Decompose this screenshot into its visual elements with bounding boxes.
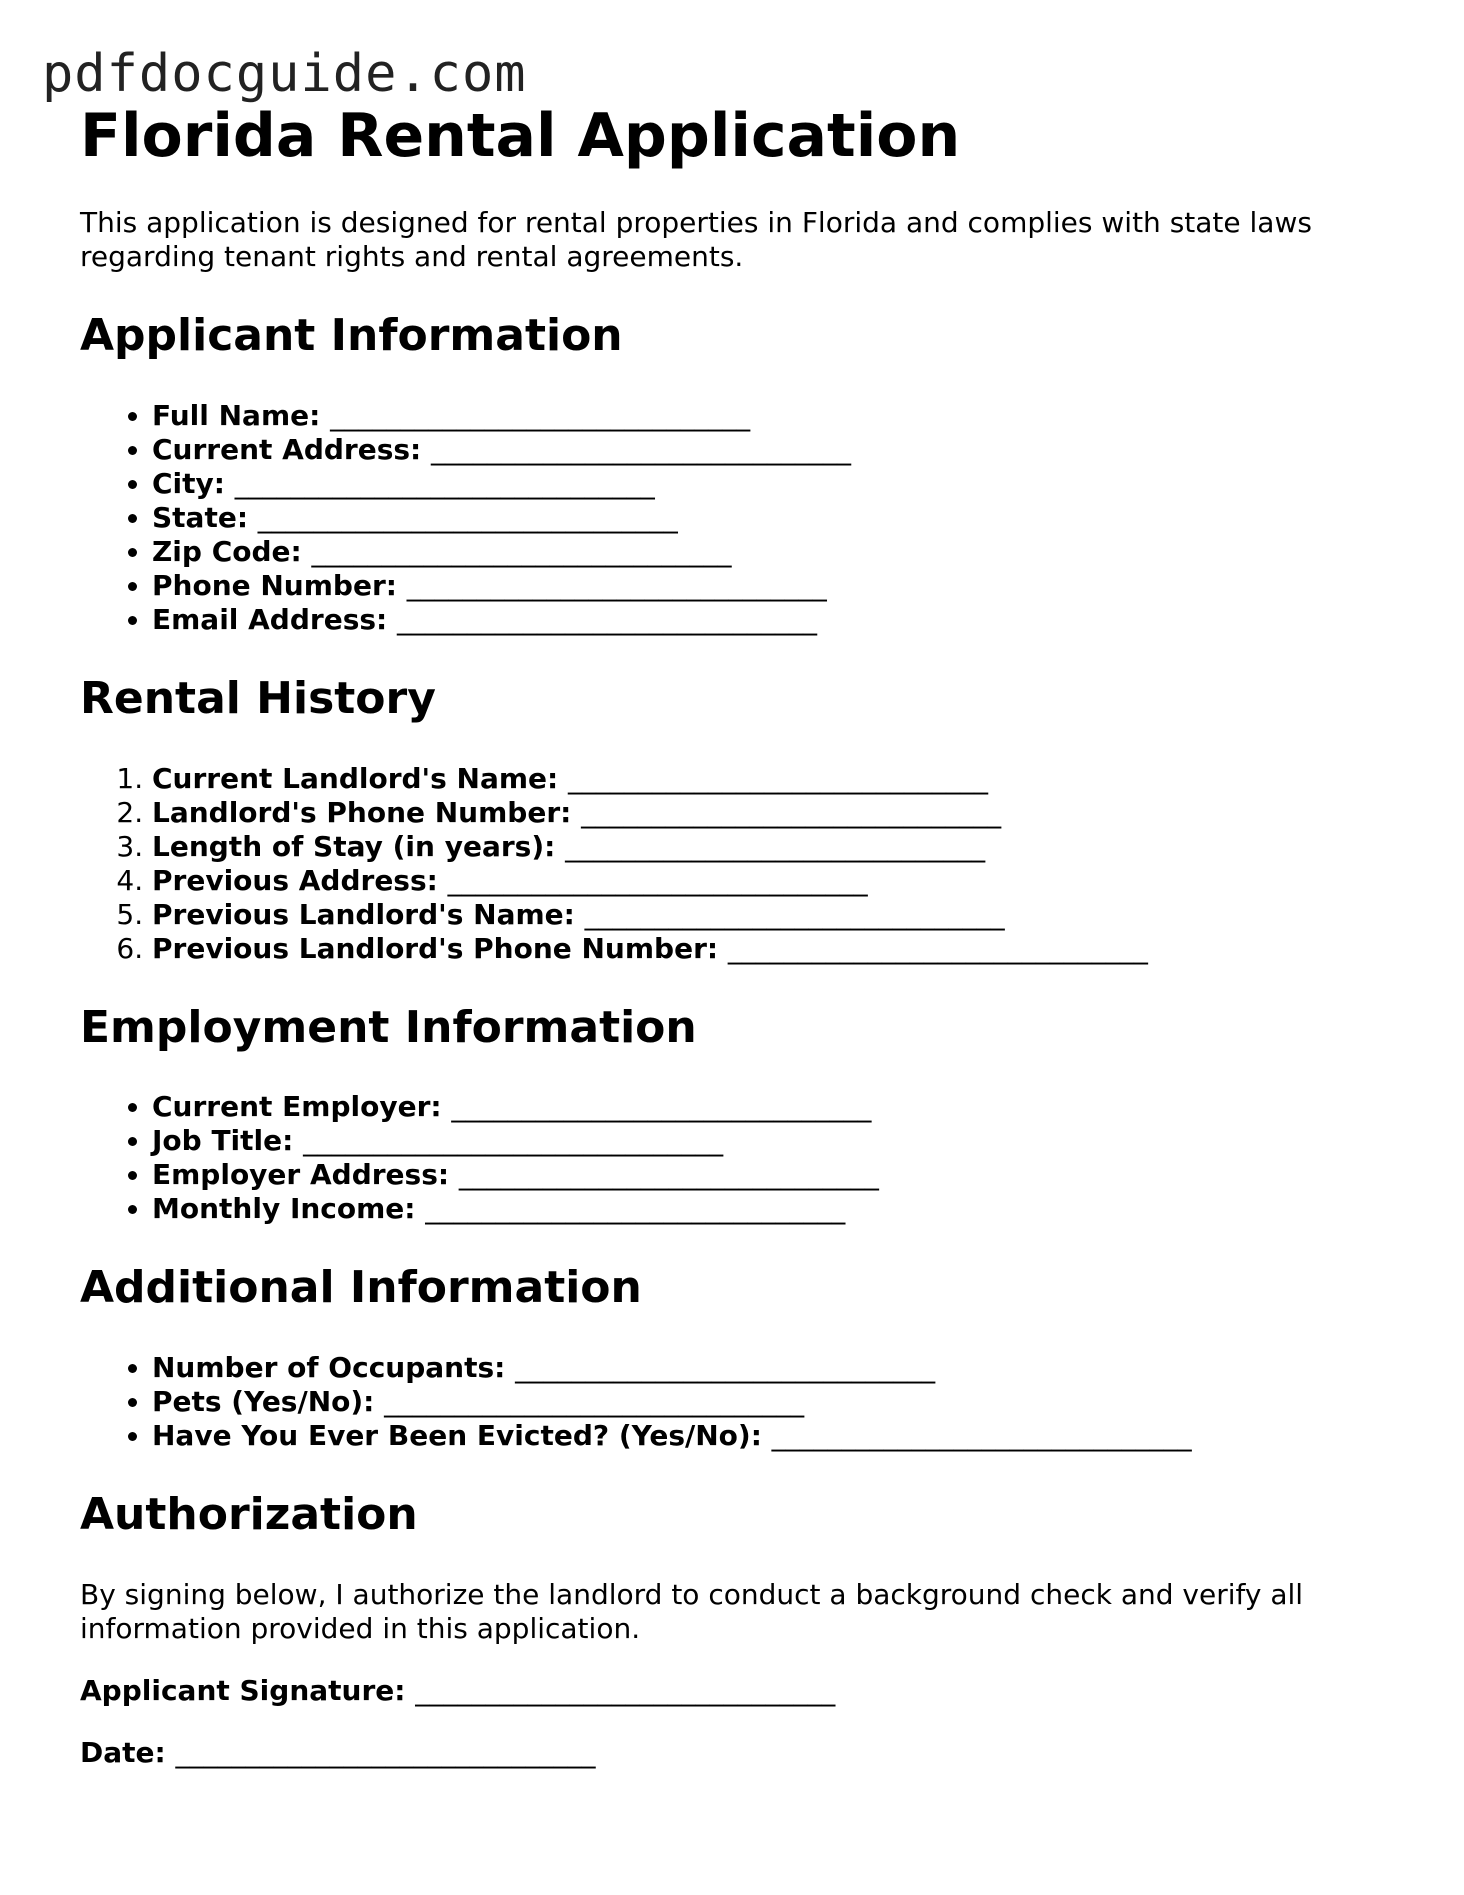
field-previous-landlord-phone: 6. Previous Landlord's Phone Number: ______________________________ [152, 932, 1410, 966]
fill-line[interactable]: ______________________________ [257, 500, 678, 534]
fill-line[interactable]: ______________________________ [406, 568, 827, 602]
fill-line[interactable]: ______________________________ [727, 931, 1148, 965]
field-current-address: • Current Address: ______________________________ [152, 433, 1410, 467]
section-heading-authorization: Authorization [80, 1489, 418, 1541]
fill-line[interactable]: ______________________________ [175, 1735, 596, 1769]
field-employer-address: • Employer Address: ______________________________ [152, 1158, 1410, 1192]
fill-line[interactable]: ______________________________ [458, 1158, 879, 1192]
fill-line[interactable]: ______________________________ [567, 761, 988, 795]
applicant-field-list [80, 399, 1410, 637]
fill-line[interactable]: ______________________________ [396, 602, 817, 636]
fill-line[interactable]: ______________________________ [451, 1090, 872, 1124]
document-page [80, 100, 1410, 1770]
fill-line[interactable]: ______________________________ [425, 1192, 846, 1226]
field-length-of-stay: 3. Length of Stay (in years): ______________________________ [152, 830, 1410, 864]
employment-field-list [80, 1090, 1410, 1226]
fill-line[interactable]: ______________________________ [415, 1673, 836, 1707]
field-zip-code: • Zip Code: ______________________________ [152, 535, 1410, 569]
field-monthly-income: • Monthly Income: ______________________________ [152, 1192, 1410, 1226]
fill-line[interactable]: ______________________________ [565, 829, 986, 863]
section-heading-applicant: Applicant Information [80, 310, 623, 361]
fill-line[interactable]: ______________________________ [311, 534, 732, 568]
intro-paragraph: This application is designed for rental properties in Florida and complies with state laws regarding tenant rights and rental agreements. [80, 206, 1312, 273]
section-heading-employment: Employment Information [80, 1001, 697, 1053]
field-current-landlord-name: 1. Current Landlord's Name: ______________________________ [152, 762, 1410, 796]
watermark-logo: pdfdocguide.com [42, 44, 527, 104]
section-heading-rental-history: Rental History [80, 672, 436, 724]
field-full-name: • Full Name: ______________________________ [152, 399, 1410, 433]
fill-line[interactable]: ______________________________ [581, 795, 1002, 829]
fill-line[interactable]: ______________________________ [515, 1351, 936, 1385]
fill-line[interactable]: ______________________________ [330, 398, 751, 432]
authorization-text: By signing below, I authorize the landlord to conduct a background check and verify all information provided in this application. [80, 1577, 1304, 1645]
fill-line[interactable]: ______________________________ [234, 466, 655, 500]
field-evicted: • Have You Ever Been Evicted? (Yes/No): ______________________________ [152, 1419, 1410, 1453]
page-title: Florida Rental Application [80, 101, 961, 171]
fill-line[interactable]: ______________________________ [447, 863, 868, 897]
fill-line[interactable]: ______________________________ [771, 1419, 1192, 1453]
date-field: Date: ______________________________ [80, 1735, 596, 1769]
fill-line[interactable]: ______________________________ [431, 432, 851, 466]
field-number-of-occupants: • Number of Occupants: ______________________________ [152, 1351, 1410, 1385]
field-previous-landlord-name: 5. Previous Landlord's Name: ______________________________ [152, 898, 1410, 932]
field-current-employer: • Current Employer: ______________________________ [152, 1090, 1410, 1124]
field-state: • State: ______________________________ [152, 501, 1410, 535]
field-email-address: • Email Address: ______________________________ [152, 603, 1410, 637]
fill-line[interactable]: ______________________________ [584, 897, 1005, 931]
field-city: • City: ______________________________ [152, 467, 1410, 501]
field-phone-number: • Phone Number: ______________________________ [152, 569, 1410, 603]
additional-field-list [80, 1351, 1410, 1453]
rental-history-field-list [80, 762, 1410, 966]
field-job-title: • Job Title: ______________________________ [152, 1124, 1410, 1158]
field-pets: • Pets (Yes/No): ______________________________ [152, 1385, 1410, 1419]
fill-line[interactable]: ______________________________ [384, 1385, 805, 1419]
section-heading-additional: Additional Information [80, 1262, 642, 1314]
fill-line[interactable]: ______________________________ [303, 1124, 724, 1158]
field-landlord-phone: 2. Landlord's Phone Number: ______________________________ [152, 796, 1410, 830]
field-previous-address: 4. Previous Address: ______________________________ [152, 864, 1410, 898]
applicant-signature-field: Applicant Signature: ______________________________ [80, 1673, 836, 1707]
